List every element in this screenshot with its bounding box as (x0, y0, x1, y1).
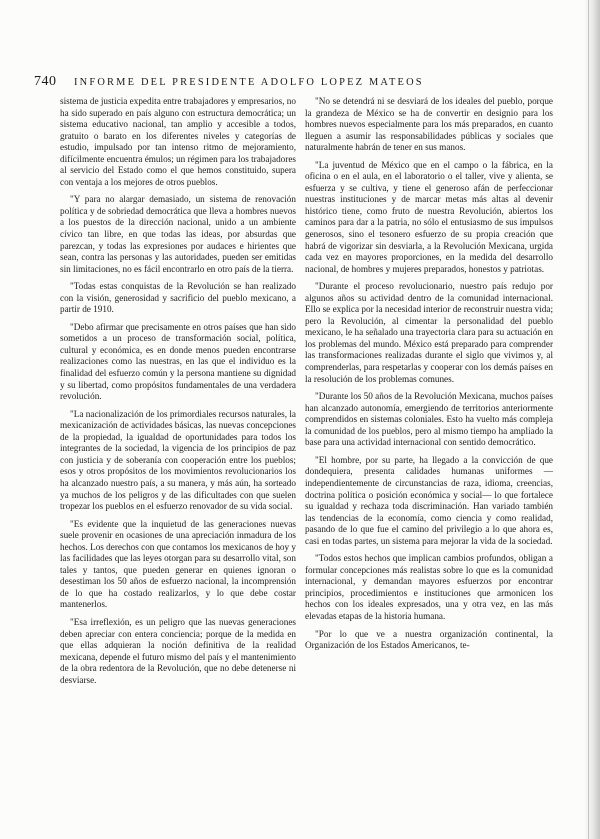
paragraph: "Debo afirmar que precisamente en otros países que han sido sometidos a un proceso de transformación social, política, cultural y económica, es en donde menos pueden encontrarse realizaciones como las nuestras, en las que el individuo es la finalidad del esfuerzo común y la persona mantiene su dignidad y su libertad, como propósitos fundamentales de una verdadera revolución. (60, 321, 296, 402)
paragraph: "Esa irreflexión, es un peligro que las nuevas generaciones deben apreciar con entera conciencia; porque de la medida en que ellas adquieran la noción definitiva de la realidad mexicana, depende el futuro mismo del país y el mantenimiento de la obra redentora de la Revolución, que no debe detenerse ni desviarse. (60, 616, 296, 685)
paragraph: "La nacionalización de los primordiales recursos naturales, la mexicanización de actividades básicas, las nuevas concepciones de la propiedad, la igualdad de oportunidades para todos los integrantes de la sociedad, la vigencia de los principios de paz con justicia y de soberanía con cooperación entre los pueblos; esos y otros propósitos de los movimientos revolucionarios los ha alcanzado nuestro país, a su manera, y más aún, ha sorteado ya muchos de los peligros y de las dificultades con que suelen tropezar los pueblos en el esfuerzo renovador de su vida social. (60, 408, 296, 512)
page-header (34, 74, 574, 90)
paragraph: "El hombre, por su parte, ha llegado a la convicción de que dondequiera, presenta calidades humanas uniformes —independientemente de circunstancias de raza, idioma, creencias, doctrina política o posición económica y social— lo que fortalece su igualdad y rechaza toda discriminación. Han variado también las tendencias de la economía, como ciencia y como realidad, pasando de lo que fue el camino del privilegio a lo que ahora es, casi en todas partes, un sistema para mejorar la vida de la sociedad. (305, 454, 553, 546)
paragraph: "Todas estas conquistas de la Revolución se han realizado con la visión, generosidad y sacrificio del pueblo mexicano, a partir de 1910. (60, 281, 296, 315)
paragraph: "No se detendrá ni se desviará de los ideales del pueblo, porque la grandeza de México se ha de convertir en designio para los hombres nuevos especialmente para los más preparados, en cuanto lleguen a asumir las responsabilidades públicas y sociales que naturalmente habrán de tener en sus manos. (305, 96, 553, 153)
paragraph: "Por lo que ve a nuestra organización continental, la Organización de los Estados Americanos, te- (305, 628, 553, 651)
paragraph: "Y para no alargar demasiado, un sistema de renovación política y de sobriedad democrática que lleva a hombres nuevos a los puestos de la dirección nacional, unido a un ambiente cívico tan libre, en que todas las ideas, por absurdas que parezcan, y todas las expresiones por audaces e hirientes que sean, contra las personas y las autoridades, pueden ser emitidas sin limitaciones, no es fácil encontrarlo en otro país de la tierra. (60, 194, 296, 274)
paragraph: "Todos estos hechos que implican cambios profundos, obligan a formular concepciones más realistas sobre lo que es la comunidad internacional, y demandan mayores esfuerzos por encontrar principios, procedimientos e instituciones que armonicen los hechos con los ideales expresados, una y otra vez, en las más elevadas etapas de la historia humana. (305, 553, 553, 621)
right-column (305, 96, 553, 658)
running-head: INFORME DEL PRESIDENTE ADOLFO LOPEZ MATEOS (74, 77, 424, 88)
paragraph: sistema de justicia expedita entre trabajadores y empresarios, no ha sido superado en país alguno con estructura democrática; un sistema educativo nacional, tan amplio y accesible a todos, gratuito o barato en los diferentes niveles y categorías de estudio, impulsado por tan intenso ritmo de mejoramiento, difícilmente encuentra émulos; un régimen para los trabajadores al servicio del Estado como el que hemos constituido, supera con ventaja a los mejores de otros pueblos. (60, 96, 296, 187)
page-number: 740 (34, 74, 57, 89)
paragraph: "La juventud de México que en el campo o la fábrica, en la oficina o en el aula, en el laboratorio o el taller, vive y alienta, se esfuerza y se cultiva, y tiene el generoso afán de perfeccionar nuestras instituciones y de marcar metas más altas al devenir histórico tiene, como fruto de nuestra Revolución, abiertos los caminos para dar a la patria, no sólo el entusiasmo de sus impulsos generosos, sino el tesonero esfuerzo de su propia creación que habrá de vigorizar sin desviarla, a la Revolución Mexicana, urgida cada vez en mayores proporciones, en la medida del desarrollo nacional, de hombres y mujeres preparados, honestos y patriotas. (305, 159, 553, 274)
paragraph: "Durante el proceso revolucionario, nuestro país redujo por algunos años su actividad dentro de la comunidad internacional. Ello se explica por la necesidad interior de reconstruir nuestra vida; pero la Revolución, al cimentar la personalidad del pueblo mexicano, le ha señalado una trayectoria clara para su actuación en los problemas del mundo. México está preparado para comprender las transformaciones realizadas durante el siglo que vivimos y, al comprenderlas, para respetarlas y cooperar con los demás países en la resolución de los problemas comunes. (305, 281, 553, 384)
page-edge-line (588, 0, 589, 839)
page-edge-shadow (584, 0, 600, 839)
paragraph: "Durante los 50 años de la Revolución Mexicana, muchos países han alcanzado autonomía, emergiendo de territorios anteriormente comprendidos en sistemas coloniales. Esto ha vuelto más compleja la comunidad de los pueblos, pero al mismo tiempo ha ampliado la base para una actividad internacional con sentido democrático. (305, 391, 553, 448)
paragraph: "Es evidente que la inquietud de las generaciones nuevas suele provenir en ocasiones de una apreciación inmadura de los hechos. Los derechos con que contamos los mexicanos de hoy y las facilidades que las leyes otorgan para su desarrollo vital, son tales y tantos, que pueden generar en quienes ignoran o desestiman los 50 años de esfuerzo nacional, la incomprensión de lo que ha costado realizarlos, y lo que debe costar mantenerlos. (60, 518, 297, 610)
left-column (60, 96, 296, 692)
